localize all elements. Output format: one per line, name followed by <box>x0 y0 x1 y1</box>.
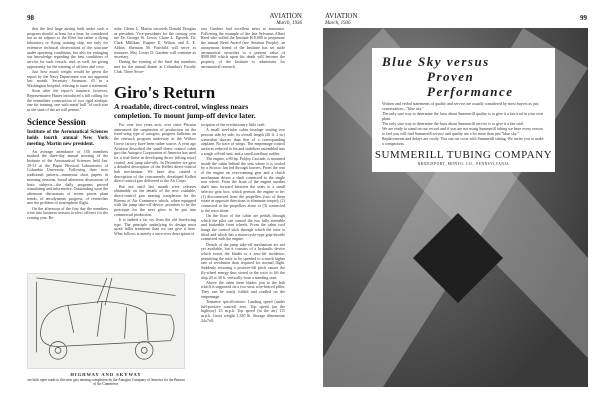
ad-paragraph: The only sure way to determine the facts about Summerill quality is to give it a fair trial in your own plant. <box>382 110 544 121</box>
figure-title: HIGHWAY AND SKYWAY <box>70 372 142 377</box>
paragraph: But not until last month were releases obtainable on the details of the new roadable, direct-control giro nearing completion for the Bureau of Air Commerce which, when equipped with the jump take-off device, promises to be the prototype for the next giros to be put into commercial production. <box>114 183 196 217</box>
ad-headline: Blue Sky versus <box>382 54 490 69</box>
ad-paragraph: Replacements and delays are costly. You can cut costs with Summerill tubing. We invite you to make a comparison. <box>382 135 544 146</box>
column-1 <box>27 27 108 221</box>
figure-caption <box>27 372 185 387</box>
paragraph: The engine, a 90 hp. Pobjoy Cascade, is mounted inside the cabin behind the seat where it is cooled by a Sirocco fan fed through louvres. From the rear of the engine an over-running gear and a clutch mechanism drives a shaft connected to the single rear wheel. From the front of the engine another shaft runs forward between the seats to a small selector gear box, which permits the engine to be: (1) disconnected from the propellers (two of them rotate in opposite directions to eliminate torque); (2) connected to the propellers alone or (3) connected to the rotor alone. <box>201 155 285 213</box>
paragraph: Soon after the report's issuance, however, Representative Harter introduced a bill calling for the immediate construction of two rigid airships, one for training, one with metal hull "of such size as the state of the art will permit." <box>27 88 108 112</box>
masthead-title: AVIATION <box>269 12 302 20</box>
paragraph: A small steel-tube cabin fuselage seating two persons side by side, its overall length (20 ft. 2 in.) somewhat shorter than that of a corresponding airplane. No trace of wings. The empennage control surfaces reduced to fin and stabilizer assembled into a single off-tail unit, and a small auxiliary rudder. <box>201 127 285 156</box>
paragraph: Above the cabin three blades join to the hub which is supported on a two-strut wire-braced pillar. They can be easily folded and cradled on the empennage. <box>201 279 285 299</box>
page-number: 98 <box>27 14 34 22</box>
paragraph: tary Gardner had excellent news to announce. Following the example of the late Sylvanus Albert Reed who willed the Institute $10,000 to perpetuate the annual Reed Award (see Aviation People), an anonymous friend of the Institute has set aside aeronautical securities to a present value of $500,000 which upon his death will become the property of the Institute to administer for aeronautical research. <box>201 26 285 69</box>
paragraph: that the first large airship built under such a program should, at least for a time, be considered not as an adjunct to the Fleet but rather a flying laboratory or flying training ship, not only for extensive technical observations of the structure under operating conditions, but also for enlarging our knowledge regarding the best conditions of service for such vessels, and, as well, for giving opportunity for the training of officers and crew. <box>27 26 108 69</box>
ad-text-box <box>372 48 555 172</box>
ad-headline: Proven Performance <box>427 69 514 99</box>
autogiro-cutaway-drawing <box>27 273 185 369</box>
article-title: Giro's Return <box>114 83 216 102</box>
paragraph: On the afternoon of the first day the members went into business session to elect officers for the coming year. Re- <box>27 205 108 220</box>
figure-description: are both open roads to this new giro nearing completion by the Autogiro Company of America for the Bureau of Air Commerce. <box>27 378 185 387</box>
paragraph: scription of the revolutionary little craft. <box>201 122 266 127</box>
paragraph: On the floor of the cabin are pedals through which the pilot can control the two fully steerable and brakeable front wheels. From the cabin roof hangs the control stick through which the rotor is tilted and which has a motorcycle-type grip-throttle connected with the engine. <box>201 212 285 242</box>
page-number: 99 <box>580 14 587 22</box>
paragraph: It is indeed a far cry from the old fixed-wing type. The principle underlying its design must await fuller treatment than we can give it here. What follows is merely a once-over description of <box>114 217 196 237</box>
column-2-top <box>114 27 196 75</box>
autogiro-illustration <box>28 274 184 368</box>
masthead-date: March, 1936 <box>325 21 351 26</box>
paragraph: For over two years now, ever since Pitcairn announced the suspension of production on the fixed-wing type of autogiro, progress bulletins on the research program underway at the Willow Grove factory have been rather scarce. A year ago Aviation described the small direct control cabin giro the Autogiro Corporation of America has used for a trial-horse in developing direct (tilting rotor) control, and jump take-offs. In December we gave a detailed description of the Kellett direct-control hub mechanism. We have also carried a description of the concurrently developed Kellett direct-control giro delivered to the Air Corps. <box>114 122 196 184</box>
section-heading: Science Session <box>27 116 86 127</box>
masthead <box>240 13 302 27</box>
paragraph: During the evening of the final day members met for the annual dinner at Columbia's Faculty Club. There Secre- <box>114 59 196 74</box>
section-subheading: Institute of the Aeronautical Sciences holds fourth annual New York meeting. Martin new president. <box>27 129 108 147</box>
paragraph: sults: Glenn L. Martin succeeds Donald Douglas as president. Vice-presidents for the coming year are Dr. George W. Lewis, Claire L. Egtvedt, Dr. Clark Millikan, Eugene E. Wilson and E. E. Aldrin. Sherman M. Fairchild will serve as treasurer. Maj. Lester D. Gardner will continue as secretary. <box>114 26 196 60</box>
ad-body <box>382 102 545 146</box>
ad-paragraph: We are ready to stand on our record and if you are not using Summerill tubing we have every reason to feel you will find Summerill service and quality are a lot more than just "blue sky." <box>382 126 543 136</box>
article-column-3 <box>201 123 285 324</box>
paragraph: Just how much weight would be given the report by the Navy Department was not apparent last month. Secretary Swanson, ill in a Washington hospital, refusing to issue a statement. <box>27 68 108 88</box>
company-address: BRIDGEPORT, MONTG. CO., PENNSYLVANIA <box>417 162 510 167</box>
summerill-tubing-advertisement <box>323 28 588 387</box>
ad-paragraph: The only sure way to determine the facts about Summerill service is to give it a fair trial. <box>382 120 524 126</box>
paragraph: Tentative specifications: Landing speed (under full-positive control) zero. Top speed (on the highway) 25 m.p.h. Top speed (in the air) 115 m.p.h. Gross weight 1,350 lb. Storage dimensions 24x7x8. <box>201 299 285 323</box>
paragraph: An average attendance of 150 members marked the three-day annual meeting of the Institute of the Aeronautical Sciences held Jan. 29-31 at the Pupin Physical Laboratories of Columbia University. Following their now traditional pattern—numerous short papers in morning sessions, broad afternoon discussions of basic subjects—the daily programs proved stimulating and informative. Outstanding were the afternoon discussions of recent power plant trends, of aerodynamic progress, of researches into the problem of stratosphere flight. <box>27 148 108 206</box>
ad-paragraph: Written and verbal statements of quality and service are usually considered by most buyers as just conversation—"blue sky." <box>382 101 539 111</box>
column-3-top <box>201 27 285 70</box>
article-column-2 <box>114 123 196 237</box>
masthead-date: March, 1936 <box>276 21 302 26</box>
article-subtitle: A roadable, direct-control, wingless nears completion. To mount jump-off device later. <box>114 102 256 120</box>
company-logo: SUMMERILL TUBING COMPANY <box>374 149 553 162</box>
masthead <box>325 13 358 27</box>
masthead-title: AVIATION <box>325 12 358 20</box>
paragraph: Details of the jump take-off mechanism are not yet available, but it consists of a hydraulic device which twists the blades to a zero-lift incidence, permitting the rotor to be speeded to a much higher rate of revolution than required for normal flight. Suddenly restoring a positive-lift pitch causes the fly-wheel energy thus stored in the rotor to lift the ship 20 to 30 ft. vertically from a standing start. <box>201 241 285 280</box>
